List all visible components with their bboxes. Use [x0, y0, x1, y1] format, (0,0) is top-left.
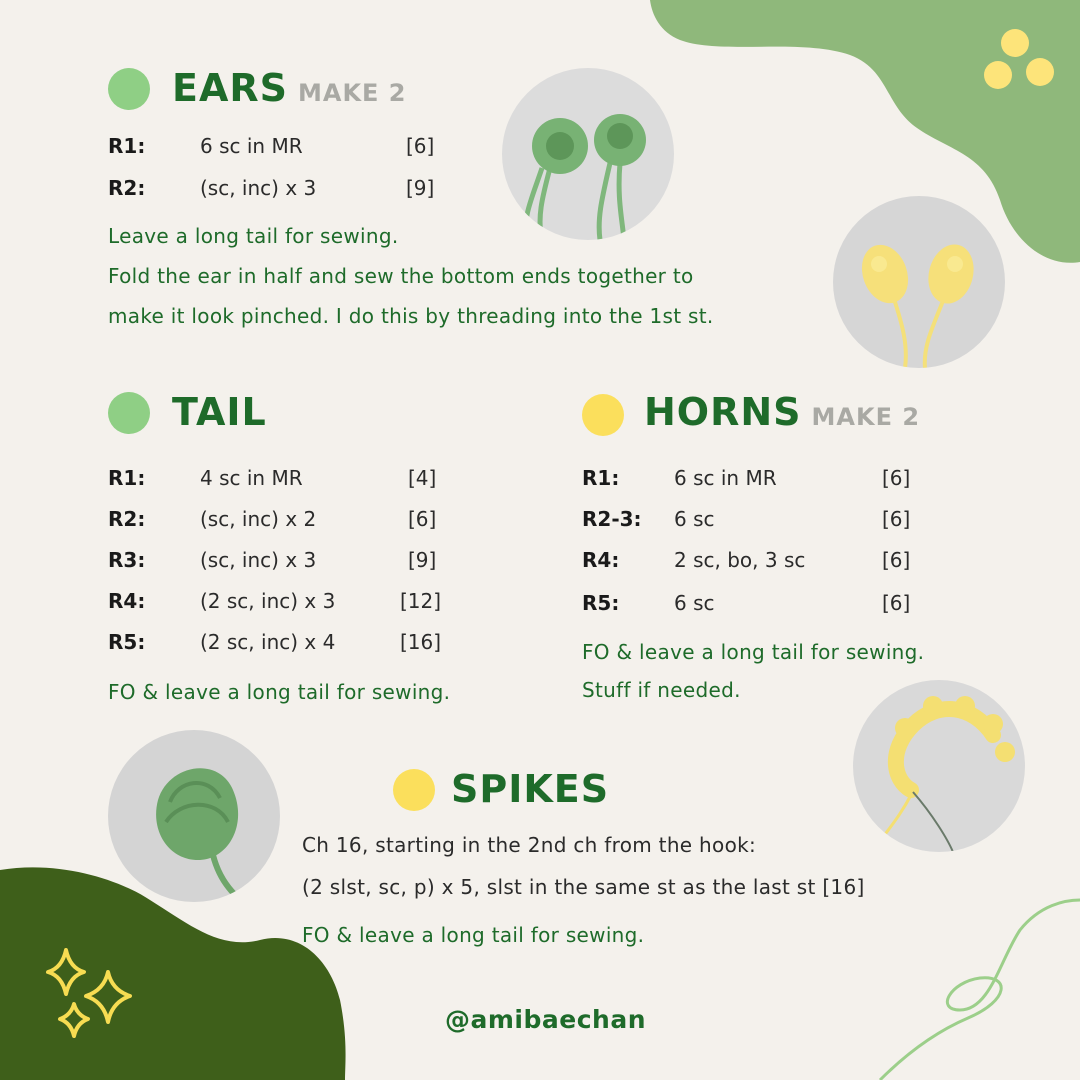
spikes-title: SPIKES [451, 767, 610, 811]
tail-row: R3: (sc, inc) x 3 [9] [108, 548, 437, 572]
ears-note: Leave a long tail for sewing. [108, 224, 399, 248]
author-handle: @amibaechan [445, 1005, 646, 1034]
green-tail-photo [108, 730, 280, 902]
spikes-instruction: (2 slst, sc, p) x 5, slst in the same st as the last st [16] [302, 875, 865, 899]
tail-title: TAIL [172, 390, 267, 434]
ears-subtitle: MAKE 2 [298, 79, 407, 107]
curl-line [880, 900, 1080, 1080]
horns-subtitle: MAKE 2 [811, 403, 921, 431]
spikes-bullet-icon [393, 769, 435, 811]
yellow-spikes-photo [853, 680, 1025, 852]
horns-note: FO & leave a long tail for sewing. [582, 640, 925, 664]
dot-cluster-icon [1001, 29, 1029, 57]
ears-row: R2: (sc, inc) x 3 [9] [108, 176, 435, 200]
tail-bullet-icon [108, 392, 150, 434]
green-ears-photo [502, 68, 674, 240]
tail-row: R4: (2 sc, inc) x 3 [12] [108, 589, 442, 613]
ears-title: EARS MAKE 2 [172, 66, 407, 110]
horns-note: Stuff if needed. [582, 678, 741, 702]
tail-row: R5: (2 sc, inc) x 4 [16] [108, 630, 442, 654]
horns-row: R4: 2 sc, bo, 3 sc [6] [582, 548, 911, 572]
horns-title: HORNS MAKE 2 [644, 390, 921, 434]
horns-row: R5: 6 sc [6] [582, 591, 911, 615]
ears-bullet-icon [108, 68, 150, 110]
spikes-instruction: Ch 16, starting in the 2nd ch from the hook: [302, 833, 757, 857]
tail-note: FO & leave a long tail for sewing. [108, 680, 451, 704]
yellow-horns-photo [833, 196, 1005, 368]
horns-bullet-icon [582, 394, 624, 436]
ears-note: make it look pinched. I do this by threading into the 1st st. [108, 304, 714, 328]
horns-row: R2-3: 6 sc [6] [582, 507, 911, 531]
ears-note: Fold the ear in half and sew the bottom ends together to [108, 264, 694, 288]
tail-row: R1: 4 sc in MR [4] [108, 466, 437, 490]
ears-row: R1: 6 sc in MR [6] [108, 134, 435, 158]
horns-row: R1: 6 sc in MR [6] [582, 466, 911, 490]
spikes-note: FO & leave a long tail for sewing. [302, 923, 645, 947]
tail-row: R2: (sc, inc) x 2 [6] [108, 507, 437, 531]
